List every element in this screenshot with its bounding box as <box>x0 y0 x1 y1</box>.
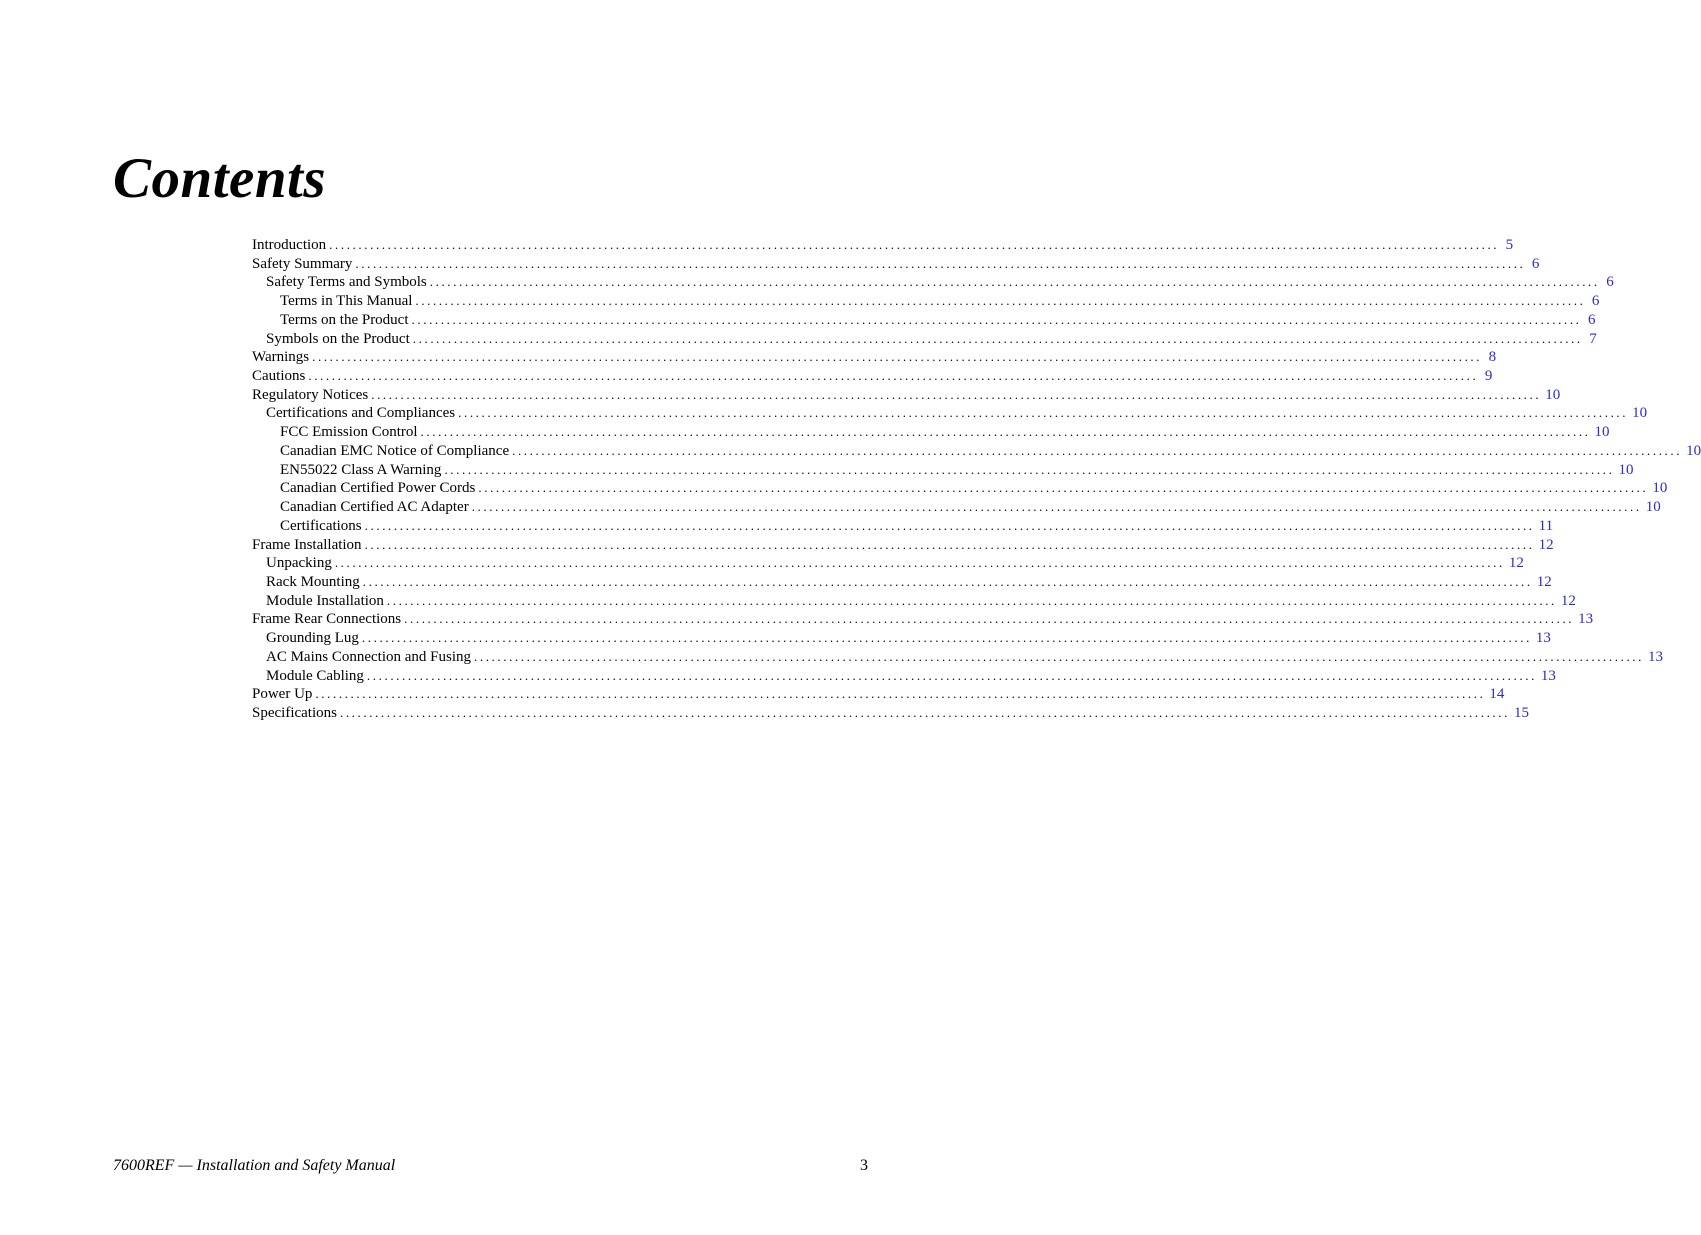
toc-entry-title: AC Mains Connection and Fusing <box>266 648 471 665</box>
toc-dot-leader: ........................................................................................................................................................................................................ <box>404 611 1575 627</box>
page-footer <box>113 1157 868 1175</box>
toc-page-link[interactable]: 13 <box>1578 611 1594 628</box>
toc-dot-leader: ........................................................................................................................................................................................................ <box>412 330 1583 346</box>
toc-entry[interactable] <box>252 685 1505 704</box>
toc-entry[interactable] <box>252 592 1576 611</box>
toc-entry[interactable] <box>252 704 1529 723</box>
toc-entry-title: Regulatory Notices <box>252 386 369 403</box>
toc-dot-leader: ........................................................................................................................................................................................................ <box>339 704 1510 720</box>
table-of-contents <box>252 236 1701 723</box>
toc-page-link[interactable]: 10 <box>1686 442 1701 459</box>
toc-entry[interactable] <box>252 367 1493 386</box>
toc-entry-title: Module Cabling <box>266 667 364 684</box>
toc-page-link[interactable]: 12 <box>1536 573 1552 590</box>
toc-entry-title: Safety Summary <box>252 255 353 272</box>
toc-entry-title: EN55022 Class A Warning <box>280 461 442 478</box>
toc-page-link[interactable]: 12 <box>1508 555 1524 572</box>
toc-page-link[interactable]: 15 <box>1513 704 1529 721</box>
toc-entry-title: Rack Mounting <box>266 573 360 590</box>
toc-page-link[interactable]: 5 <box>1505 237 1514 253</box>
toc-page-link[interactable]: 6 <box>1591 293 1600 310</box>
footer-document-title: 7600REF — Installation and Safety Manual <box>113 1157 396 1174</box>
toc-entry-title: Canadian Certified AC Adapter <box>280 499 469 516</box>
toc-page-link[interactable]: 10 <box>1545 386 1561 403</box>
toc-dot-leader: ........................................................................................................................................................................................................ <box>444 461 1615 477</box>
toc-page-link[interactable]: 13 <box>1540 667 1556 684</box>
toc-page-link[interactable]: 13 <box>1535 630 1551 647</box>
toc-entry[interactable] <box>252 442 1701 461</box>
toc-entry[interactable] <box>252 348 1497 367</box>
toc-page-link[interactable]: 12 <box>1538 536 1554 553</box>
toc-dot-leader: ........................................................................................................................................................................................................ <box>364 536 1535 552</box>
toc-dot-leader: ........................................................................................................................................................................................................ <box>355 255 1526 271</box>
toc-dot-leader: ........................................................................................................................................................................................................ <box>411 311 1582 327</box>
toc-dot-leader: ........................................................................................................................................................................................................ <box>415 293 1586 309</box>
footer-page-number: 3 <box>860 1157 868 1174</box>
toc-entry[interactable] <box>252 404 1648 423</box>
toc-entry[interactable] <box>252 479 1668 498</box>
toc-entry[interactable] <box>252 536 1554 555</box>
toc-entry[interactable] <box>252 610 1594 629</box>
toc-dot-leader: ........................................................................................................................................................................................................ <box>334 555 1505 571</box>
toc-dot-leader: ........................................................................................................................................................................................................ <box>361 630 1532 646</box>
toc-page-link[interactable]: 10 <box>1645 499 1661 516</box>
toc-entry-title: Module Installation <box>266 592 384 609</box>
toc-dot-leader: ........................................................................................................................................................................................................ <box>429 274 1600 290</box>
toc-page-link[interactable]: 10 <box>1652 480 1668 497</box>
toc-dot-leader: ........................................................................................................................................................................................................ <box>329 237 1500 252</box>
toc-dot-leader: ........................................................................................................................................................................................................ <box>386 592 1557 608</box>
toc-entry[interactable] <box>252 386 1561 405</box>
toc-entry-title: Symbols on the Product <box>266 330 410 347</box>
toc-page-link[interactable]: 12 <box>1560 592 1576 609</box>
toc-entry-title: Safety Terms and Symbols <box>266 274 427 291</box>
toc-page-link[interactable]: 13 <box>1648 648 1663 665</box>
toc-entry-title: Unpacking <box>266 555 332 572</box>
toc-entry[interactable] <box>252 648 1663 667</box>
toc-entry-title: FCC Emission Control <box>280 424 418 441</box>
toc-entry-title: Certifications and Compliances <box>266 405 456 422</box>
toc-dot-leader: ........................................................................................................................................................................................................ <box>308 368 1479 384</box>
toc-entry-title: Frame Installation <box>252 536 362 553</box>
toc-dot-leader: ........................................................................................................................................................................................................ <box>512 442 1683 458</box>
toc-entry-title: Terms in This Manual <box>280 293 413 310</box>
toc-dot-leader: ........................................................................................................................................................................................................ <box>315 686 1486 702</box>
toc-entry[interactable] <box>252 330 1597 349</box>
toc-page-link[interactable]: 8 <box>1488 349 1497 366</box>
toc-entry[interactable] <box>252 629 1551 648</box>
toc-entry-title: Introduction <box>252 237 327 253</box>
toc-dot-leader: ........................................................................................................................................................................................................ <box>371 386 1542 402</box>
toc-entry[interactable] <box>252 554 1524 573</box>
toc-page-link[interactable]: 10 <box>1594 424 1610 441</box>
toc-page-link[interactable]: 7 <box>1589 330 1597 347</box>
toc-page-link[interactable]: 9 <box>1484 368 1493 385</box>
toc-dot-leader: ........................................................................................................................................................................................................ <box>471 499 1642 515</box>
toc-entry-title: Terms on the Product <box>280 311 409 328</box>
toc-entry-title: Power Up <box>252 686 313 703</box>
toc-page-link[interactable]: 10 <box>1632 405 1648 422</box>
toc-entry[interactable] <box>252 667 1556 686</box>
toc-dot-leader: ........................................................................................................................................................................................................ <box>474 648 1644 664</box>
page-title: Contents <box>113 147 327 210</box>
toc-dot-leader: ........................................................................................................................................................................................................ <box>362 573 1533 589</box>
toc-entry[interactable] <box>252 255 1540 274</box>
toc-entry[interactable] <box>252 236 1514 255</box>
toc-entry[interactable] <box>252 498 1661 517</box>
toc-entry-title: Frame Rear Connections <box>252 611 402 628</box>
toc-page-link[interactable]: 6 <box>1606 274 1614 291</box>
toc-page-link[interactable]: 6 <box>1531 255 1540 272</box>
toc-entry-title: Canadian Certified Power Cords <box>280 480 476 497</box>
toc-entry[interactable] <box>252 311 1596 330</box>
toc-entry-title: Cautions <box>252 368 306 385</box>
toc-dot-leader: ........................................................................................................................................................................................................ <box>364 517 1535 533</box>
toc-dot-leader: ........................................................................................................................................................................................................ <box>366 667 1537 683</box>
toc-entry[interactable] <box>252 273 1614 292</box>
toc-entry-title: Canadian EMC Notice of Compliance <box>280 442 510 459</box>
toc-page-link[interactable]: 11 <box>1538 517 1554 534</box>
toc-entry[interactable] <box>252 292 1600 311</box>
toc-page-link[interactable]: 6 <box>1588 311 1596 328</box>
toc-dot-leader: ........................................................................................................................................................................................................ <box>478 480 1649 496</box>
toc-entry-title: Warnings <box>252 349 310 366</box>
toc-dot-leader: ........................................................................................................................................................................................................ <box>458 405 1629 421</box>
toc-page-link[interactable]: 14 <box>1489 686 1505 703</box>
toc-entry[interactable] <box>252 517 1554 536</box>
toc-entry[interactable] <box>252 461 1634 480</box>
toc-dot-leader: ........................................................................................................................................................................................................ <box>312 349 1483 365</box>
toc-entry-title: Certifications <box>280 517 362 534</box>
toc-dot-leader: ........................................................................................................................................................................................................ <box>420 424 1591 440</box>
toc-entry-title: Grounding Lug <box>266 630 359 647</box>
toc-entry-title: Specifications <box>252 704 337 721</box>
toc-entry[interactable] <box>252 423 1610 442</box>
toc-entry[interactable] <box>252 573 1552 592</box>
toc-page-link[interactable]: 10 <box>1618 461 1634 478</box>
